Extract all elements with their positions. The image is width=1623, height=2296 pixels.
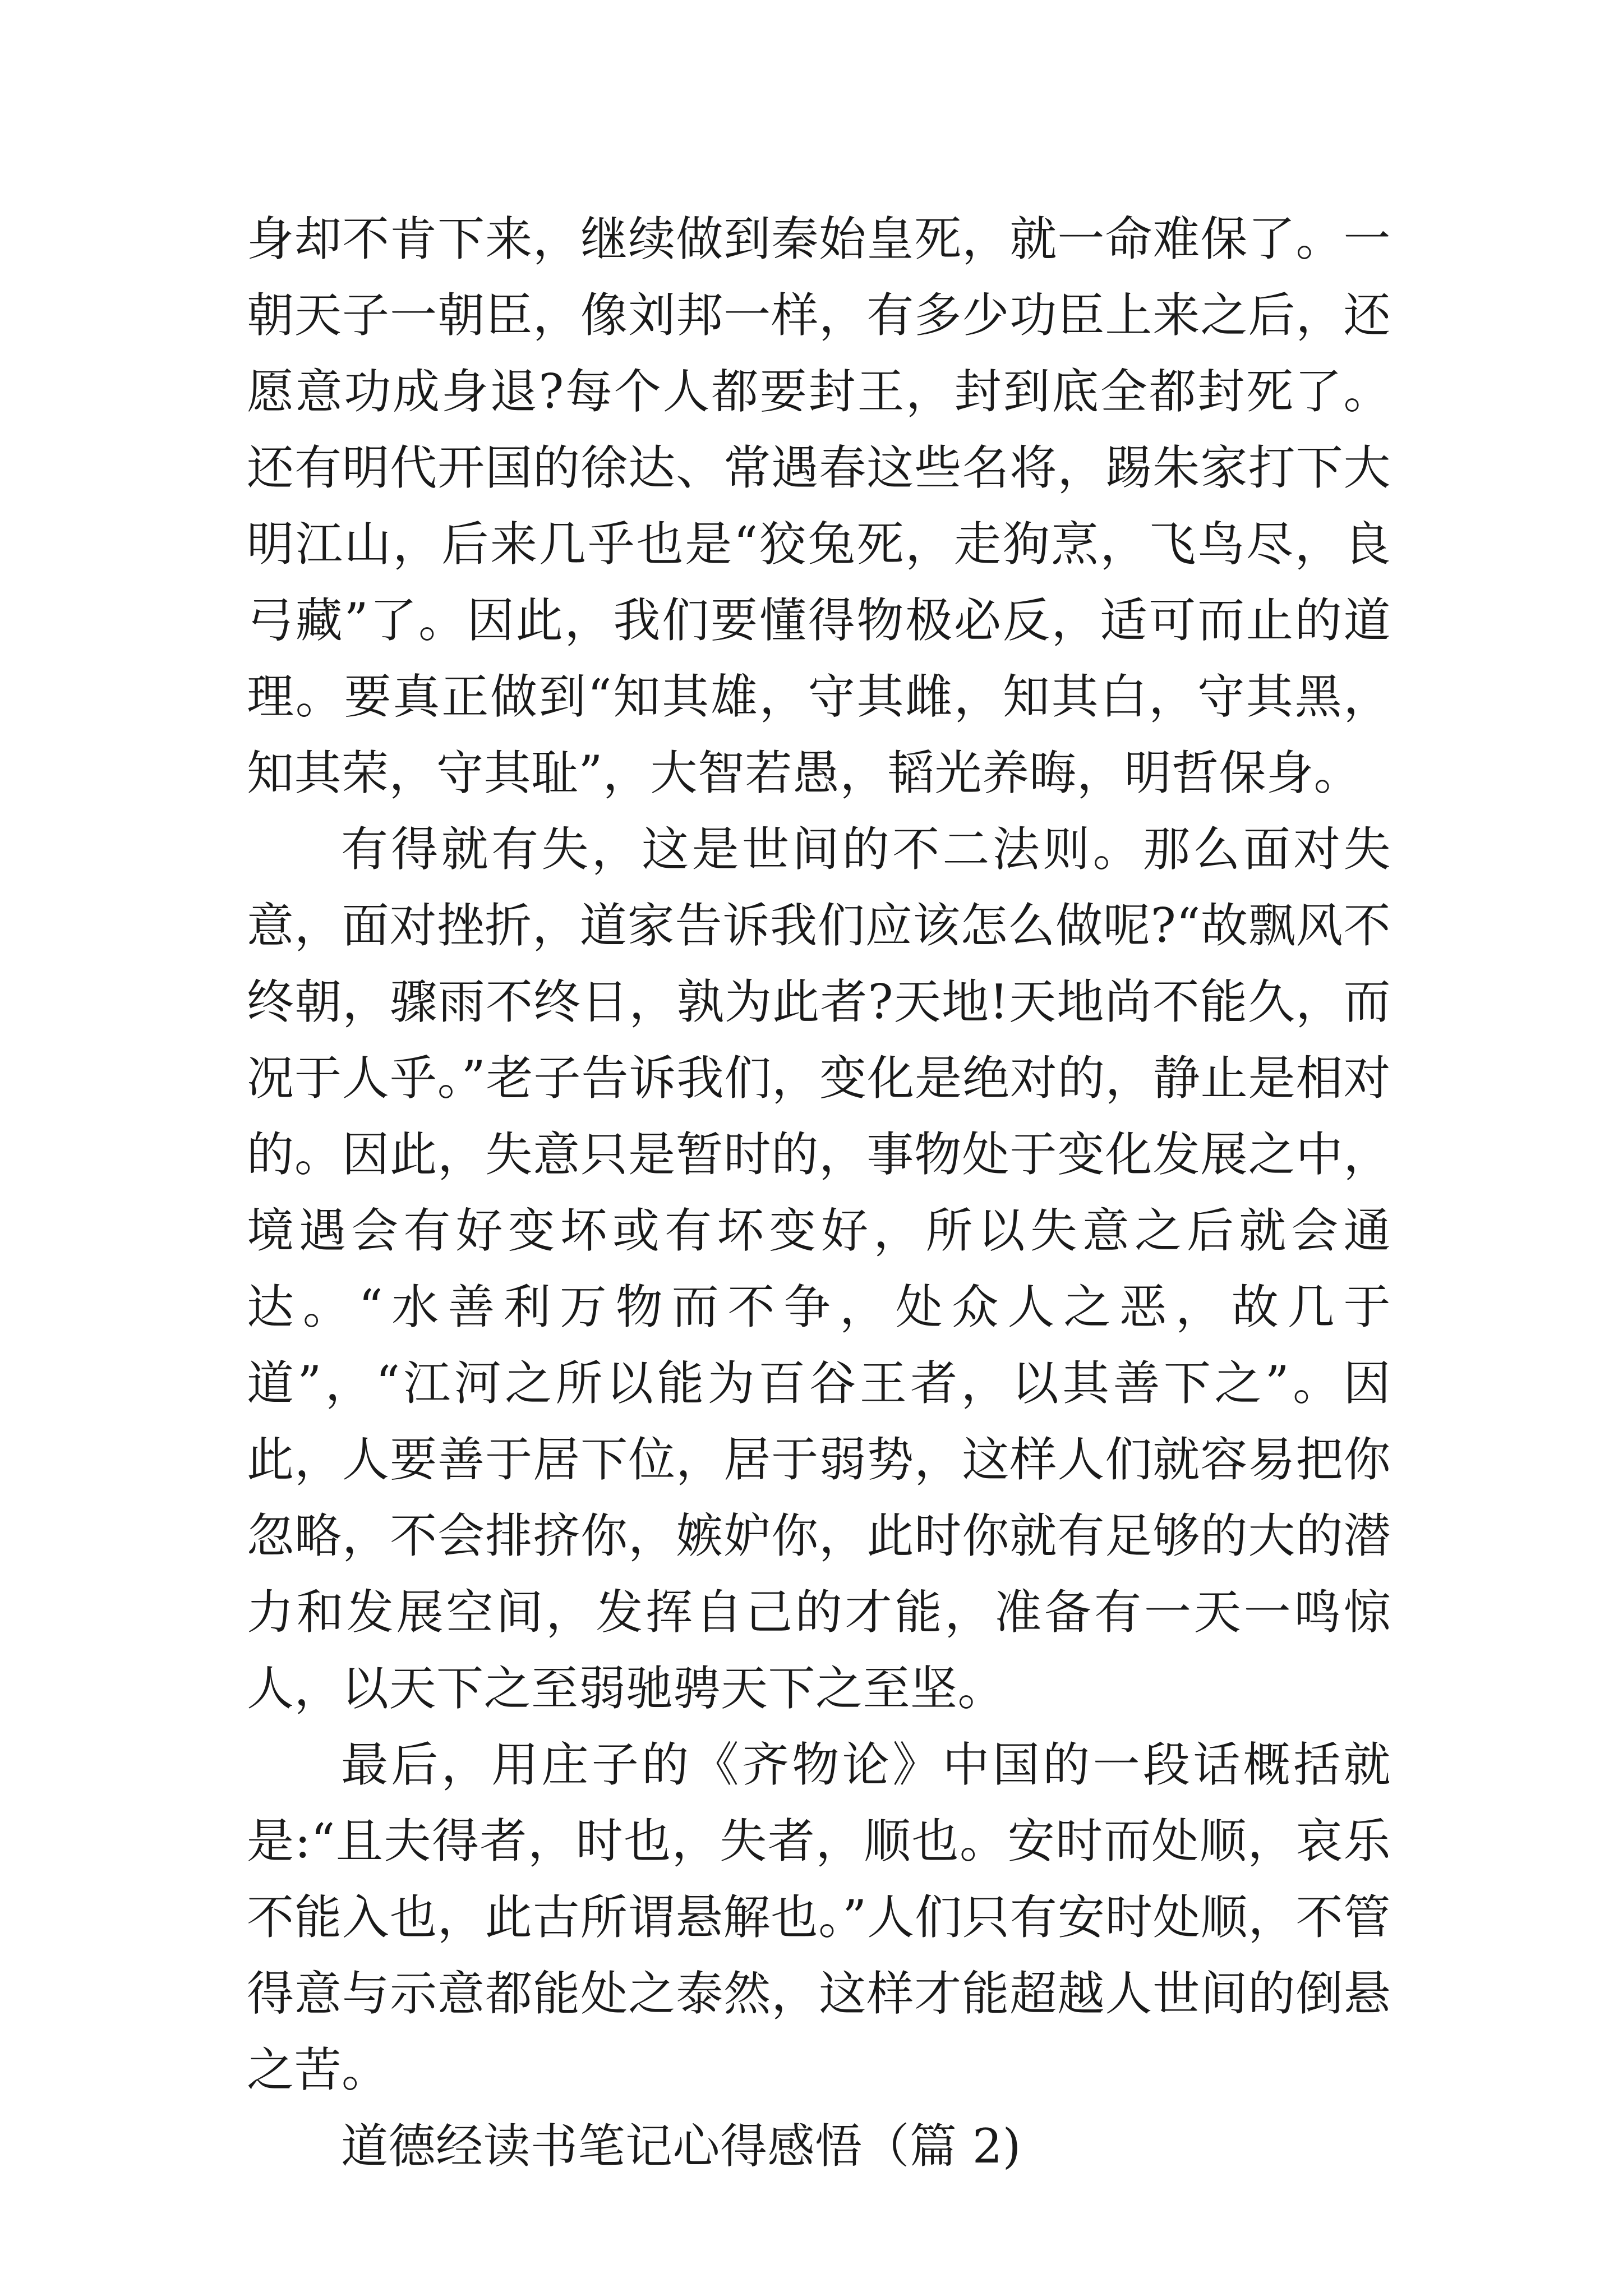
paragraph-conclusion: 最后，用庄子的《齐物论》中国的一段话概括就是:“且夫得者，时也，失者，顺也。安时而处顺，哀乐不能入也，此古所谓悬解也。”人们只有安时处顺，不管得意与示意都能处之泰然，这样才能超越人世间的倒悬之苦。 <box>247 1737 1391 2097</box>
body-text <box>247 201 1391 2184</box>
paragraph-continuation: 身却不肯下来，继续做到秦始皇死，就一命难保了。一朝天子一朝臣，像刘邦一样，有多少功臣上来之后，还愿意功成身退?每个人都要封王，封到底全都封死了。还有明代开国的徐达、常遇春这些名将，踢朱家打下大明江山，后来几乎也是“狡兔死，走狗烹，飞鸟尽，良弓藏”了。因此，我们要懂得物极必反，适可而止的道理。要真正做到“知其雄，守其雌，知其白，守其黑，知其荣，守其耻”，大智若愚，韬光养晦，明哲保身。 <box>247 211 1391 800</box>
section-heading: 道德经读书笔记心得感悟（篇 2) <box>341 2119 1021 2174</box>
paragraph-gain-and-loss: 有得就有失，这是世间的不二法则。那么面对失意，面对挫折，道家告诉我们应该怎么做呢?“故飘风不终朝，骤雨不终日，孰为此者?天地!天地尚不能久，而况于人乎。”老子告诉我们，变化是绝对的，静止是相对的。因此，失意只是暂时的，事物处于变化发展之中，境遇会有好变坏或有坏变好，所以失意之后就会通达。“水善利万物而不争，处众人之恶，故几于道”，“江河之所以能为百谷王者，以其善下之”。因此，人要善于居下位，居于弱势，这样人们就容易把你忽略，不会排挤你，嫉妒你，此时你就有足够的大的潜力和发展空间，发挥自己的才能，准备有一天一鸣惊人，以天下之至弱驰骋天下之至坚。 <box>247 822 1391 1716</box>
